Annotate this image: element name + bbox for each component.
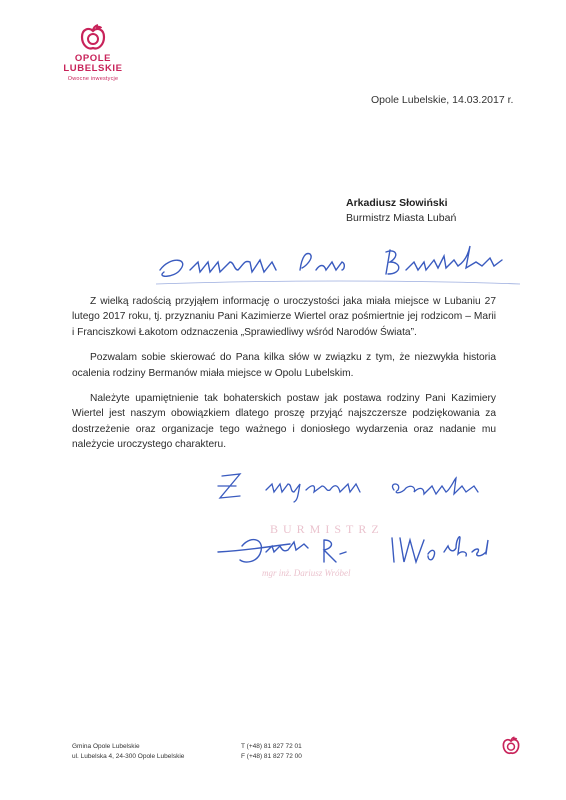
paragraph-1: Z wielką radością przyjąłem informację o uroczystości jaka miała miejsce w Lubaniu 27 lutego 2017 roku, tj. przyznaniu Pani Kazimierze Wiertel oraz pośmiertnie jej rodzicom – Marii i Franciszkowi Łakotom odznaczenia „Sprawiedliwy wśród Narodów Świata”. (72, 296, 496, 338)
logo (62, 24, 124, 82)
letter-date: Opole Lubelskie, 14.03.2017 r. (371, 94, 514, 106)
stamp-name: mgr inż. Dariusz Wróbel (262, 568, 351, 578)
logo-text-lubelskie: LUBELSKIE (63, 63, 123, 74)
logo-tagline: Owocne inwestycje (67, 76, 119, 82)
salutation-handwriting (150, 240, 530, 286)
closing-handwriting (214, 468, 524, 508)
footer-phone: T (+48) 81 827 72 01 (241, 743, 302, 750)
recipient-title: Burmistrz Miasta Lubań (346, 212, 457, 224)
apple-footer-icon (502, 736, 520, 756)
recipient-name: Arkadiusz Słowiński (346, 197, 448, 209)
recipient-block (346, 196, 456, 226)
signature-handwriting (212, 530, 502, 570)
footer-street: ul. Lubelska 4, 24-300 Opole Lubelskie (72, 753, 185, 760)
apple-logo-icon (80, 24, 106, 52)
footer-contact (241, 742, 302, 762)
stamp-title: BURMISTRZ (270, 522, 384, 536)
logo-text-opole: OPOLE (74, 53, 112, 64)
footer-fax: F (+48) 81 827 72 00 (241, 753, 302, 760)
paragraph-2: Pozwalam sobie skierować do Pana kilka słów w związku z tym, że niezwykła historia ocalenia rodziny Bermanów miała miejsce w Opolu Lubelskim. (72, 352, 496, 379)
paragraph-3: Należyte upamiętnienie tak bohaterskich postaw jak postawa rodziny Pani Kazimiery Wiertel jest naszym obowiązkiem dlatego proszę przyjąć najszczersze podziękowania za dostrzeżenie oraz organizacje tego ważnego i doniosłego wydarzenia oraz nadanie mu należycie uroczystego charakteru. (72, 393, 496, 451)
letter-body (72, 294, 496, 463)
footer-org: Gmina Opole Lubelskie (72, 743, 140, 750)
footer-address (72, 742, 184, 762)
